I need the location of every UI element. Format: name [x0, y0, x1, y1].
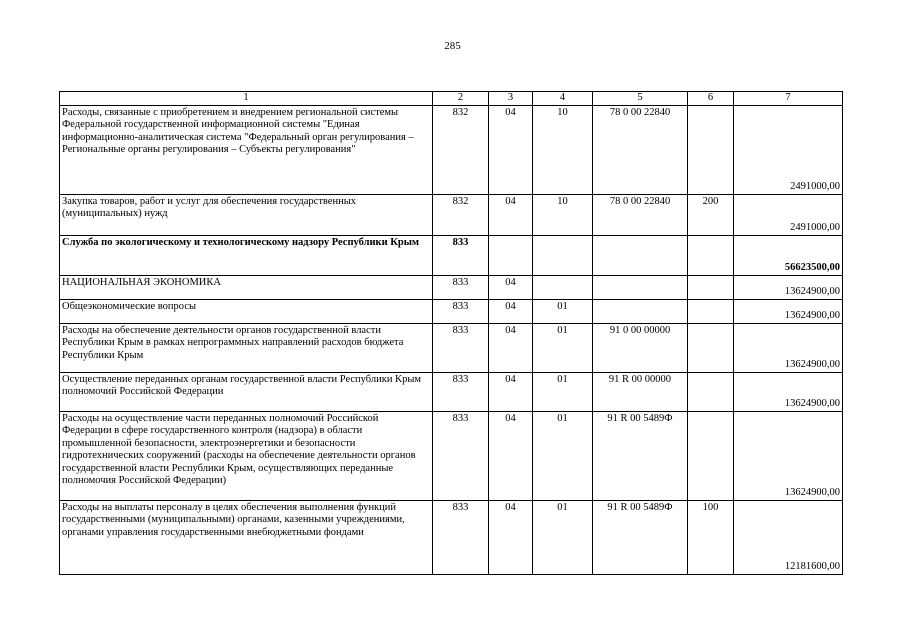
row-section: 04 [489, 500, 533, 574]
table-header-row [60, 92, 843, 106]
row-description: Служба по экологическому и технологическому надзору Республики Крым [60, 235, 433, 275]
row-ministry-code: 833 [433, 411, 489, 500]
row-description: Расходы на обеспечение деятельности органов государственной власти Республики Крым в рамках непрограммных направлений расходов бюджета Республики Крым [60, 323, 433, 372]
row-expense-type: 100 [688, 500, 734, 574]
header-col-6: 6 [688, 92, 734, 106]
row-expense-type [688, 323, 734, 372]
row-description: Расходы, связанные с приобретением и внедрением региональной системы Федеральной государственной информационной системы "Единая информационно-аналитическая система "Федеральный орган регулирования – Региональные органы регулирования – Субъекты регулирования" [60, 105, 433, 194]
budget-table [59, 91, 843, 575]
table-row [60, 299, 843, 323]
row-expense-type [688, 105, 734, 194]
row-amount: 2491000,00 [734, 105, 843, 194]
header-col-3: 3 [489, 92, 533, 106]
row-section: 04 [489, 323, 533, 372]
header-col-4: 4 [533, 92, 593, 106]
row-ministry-code: 833 [433, 275, 489, 299]
header-col-1: 1 [60, 92, 433, 106]
row-subsection: 01 [533, 500, 593, 574]
row-amount: 13624900,00 [734, 275, 843, 299]
row-subsection [533, 275, 593, 299]
row-amount: 56623500,00 [734, 235, 843, 275]
table-row [60, 105, 843, 194]
table-row [60, 275, 843, 299]
table-row [60, 194, 843, 235]
row-ministry-code: 833 [433, 500, 489, 574]
row-subsection: 01 [533, 372, 593, 411]
row-ministry-code: 833 [433, 372, 489, 411]
row-description: Расходы на осуществление части переданных полномочий Российской Федерации в сфере государственного контроля (надзора) в области промышленной безопасности, электроэнергетики и безопасности гидротехнических сооружений (расходы на обеспечение деятельности органов государственной власти Республики Крым, осуществляющих переданные полномочия Российской Федерации) [60, 411, 433, 500]
row-expense-type [688, 235, 734, 275]
row-target-article: 91 R 00 5489Ф [593, 411, 688, 500]
table-row [60, 411, 843, 500]
row-amount: 13624900,00 [734, 372, 843, 411]
header-col-5: 5 [593, 92, 688, 106]
row-ministry-code: 832 [433, 194, 489, 235]
row-target-article: 91 R 00 5489Ф [593, 500, 688, 574]
row-section [489, 235, 533, 275]
row-subsection: 01 [533, 411, 593, 500]
row-subsection: 01 [533, 299, 593, 323]
row-description: Осуществление переданных органам государственной власти Республики Крым полномочий Российской Федерации [60, 372, 433, 411]
header-col-7: 7 [734, 92, 843, 106]
row-target-article: 78 0 00 22840 [593, 105, 688, 194]
row-section: 04 [489, 105, 533, 194]
row-target-article [593, 235, 688, 275]
row-section: 04 [489, 194, 533, 235]
row-subsection: 10 [533, 105, 593, 194]
header-col-2: 2 [433, 92, 489, 106]
row-expense-type [688, 372, 734, 411]
row-ministry-code: 833 [433, 299, 489, 323]
row-subsection: 01 [533, 323, 593, 372]
row-expense-type: 200 [688, 194, 734, 235]
row-target-article [593, 299, 688, 323]
row-section: 04 [489, 411, 533, 500]
row-section: 04 [489, 275, 533, 299]
row-description: Общеэкономические вопросы [60, 299, 433, 323]
row-section: 04 [489, 372, 533, 411]
page-number: 285 [444, 40, 461, 52]
row-target-article [593, 275, 688, 299]
table-row [60, 235, 843, 275]
table-row [60, 500, 843, 574]
row-ministry-code: 832 [433, 105, 489, 194]
table-row [60, 323, 843, 372]
row-description: НАЦИОНАЛЬНАЯ ЭКОНОМИКА [60, 275, 433, 299]
row-subsection [533, 235, 593, 275]
row-amount: 13624900,00 [734, 411, 843, 500]
row-amount: 12181600,00 [734, 500, 843, 574]
row-target-article: 78 0 00 22840 [593, 194, 688, 235]
row-section: 04 [489, 299, 533, 323]
row-target-article: 91 0 00 00000 [593, 323, 688, 372]
row-ministry-code: 833 [433, 323, 489, 372]
row-ministry-code: 833 [433, 235, 489, 275]
row-amount: 2491000,00 [734, 194, 843, 235]
row-amount: 13624900,00 [734, 323, 843, 372]
table-row [60, 372, 843, 411]
row-expense-type [688, 411, 734, 500]
row-target-article: 91 R 00 00000 [593, 372, 688, 411]
row-expense-type [688, 275, 734, 299]
row-amount: 13624900,00 [734, 299, 843, 323]
row-description: Закупка товаров, работ и услуг для обеспечения государственных (муниципальных) нужд [60, 194, 433, 235]
row-expense-type [688, 299, 734, 323]
row-description: Расходы на выплаты персоналу в целях обеспечения выполнения функций государственными (муниципальными) органами, казенными учреждениями, органами управления государственными внебюджетными фондами [60, 500, 433, 574]
row-subsection: 10 [533, 194, 593, 235]
